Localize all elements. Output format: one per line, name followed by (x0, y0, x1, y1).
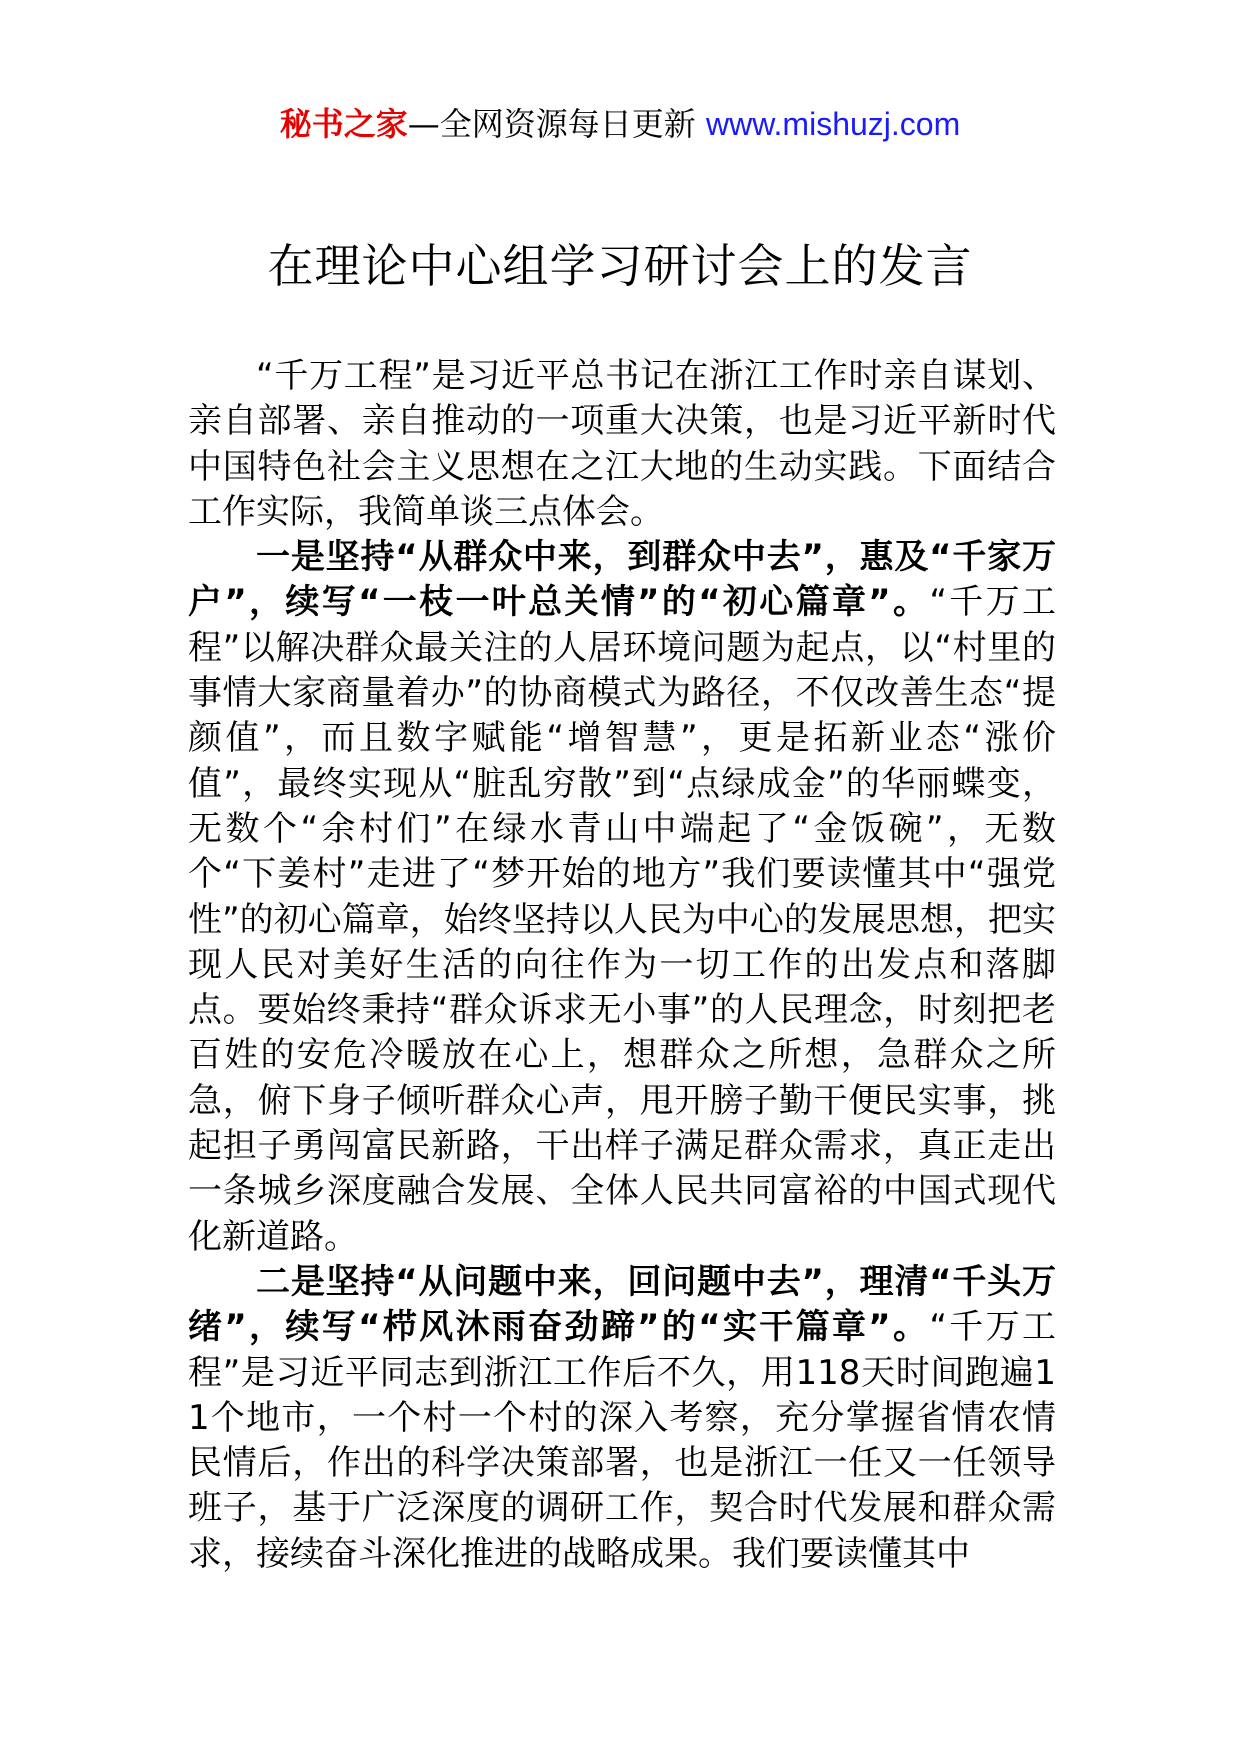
paragraph-point-two (188, 1260, 1056, 1577)
document-body (188, 354, 1056, 1577)
paragraph-lead: 二是坚持“从问题中来，回问题中去”，理清“千头万绪”，续写“栉风沐雨奋劲蹄”的“实干篇章”。 (188, 1261, 1056, 1348)
paragraph-text: “千万工程”是习近平总书记在浙江工作时亲自谋划、亲自部署、亲自推动的一项重大决策，也是习近平新时代中国特色社会主义思想在之江大地的生动实践。下面结合工作实际，我简单谈三点体会。 (188, 356, 1056, 532)
paragraph-text: “千万工程”是习近平同志到浙江工作后不久，用118天时间跑遍11个地市，一个村一个村的深入考察，充分掌握省情农情民情后，作出的科学决策部署，也是浙江一任又一任领导班子，基于广泛深度的调研工作，契合时代发展和群众需求，接续奋斗深化推进的战略成果。我们要读懂其中 (188, 1307, 1056, 1574)
site-brand: 秘书之家 (279, 105, 408, 143)
site-url-link[interactable]: www.mishuzj.com (705, 106, 961, 142)
document-title: 在理论中心组学习研讨会上的发言 (267, 239, 973, 293)
site-header (0, 102, 1240, 146)
paragraph-text: “千万工程”以解决群众最关注的人居环境问题为起点，以“村里的事情大家商量着办”的协商模式为路径，不仅改善生态“提颜值”，而且数字赋能“增智慧”，更是拓新业态“涨价值”，最终实现从“脏乱穷散”到“点绿成金”的华丽蝶变，无数个“余村们”在绿水青山中端起了“金饭碗”，无数个“下姜村”走进了“梦开始的地方”我们要读懂其中“强党性”的初心篇章，始终坚持以人民为中心的发展思想，把实现人民对美好生活的向往作为一切工作的出发点和落脚点。要始终秉持“群众诉求无小事”的人民理念，时刻把老百姓的安危冷暖放在心上，想群众之所想，急群众之所急，俯下身子倾听群众心声，甩开膀子勤干便民实事，挑起担子勇闯富民新路，干出样子满足群众需求，真正走出一条城乡深度融合发展、全体人民共同富裕的中国式现代化新道路。 (188, 582, 1056, 1257)
site-tagline: —全网资源每日更新 (407, 105, 696, 143)
paragraph-point-one (188, 535, 1056, 1260)
paragraph-intro (188, 354, 1056, 535)
paragraph-lead: 一是坚持“从群众中来，到群众中去”，惠及“千家万户”，续写“一枝一叶总关情”的“初心篇章”。 (188, 537, 1056, 623)
